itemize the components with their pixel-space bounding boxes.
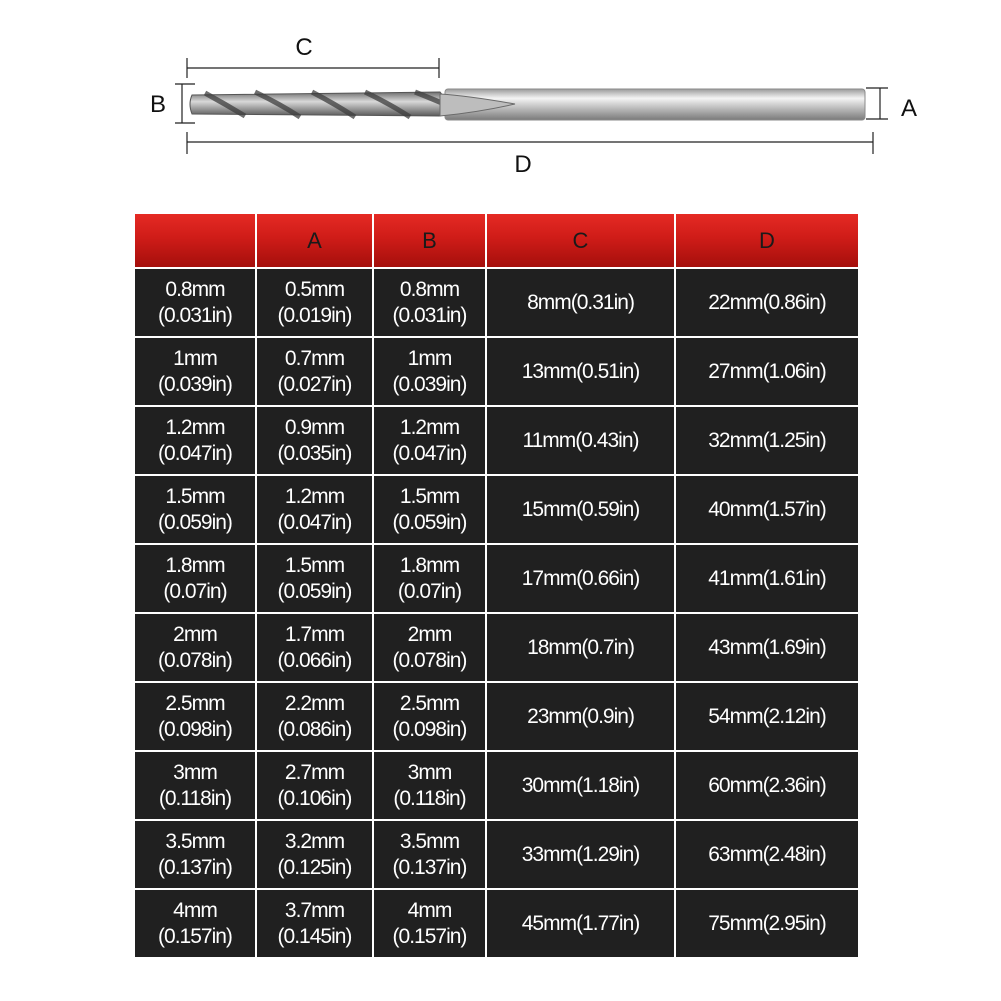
cell-text: 3.7mm <box>284 898 345 922</box>
table-row <box>134 268 859 337</box>
cell-d <box>675 268 859 337</box>
cell-text: (0.059in) <box>158 510 232 534</box>
cell-c <box>486 268 675 337</box>
cell-text: 1.5mm <box>165 484 225 508</box>
header-b: B <box>373 213 486 268</box>
cell-text: (0.047in) <box>392 441 467 465</box>
cell-text: 1.2mm <box>165 415 225 439</box>
cell-a <box>256 682 373 751</box>
cell-c <box>486 475 675 544</box>
cell-text: (0.047in) <box>158 441 232 465</box>
cell-a <box>256 475 373 544</box>
cell-text: 2.5mm <box>165 691 225 715</box>
cell-c <box>486 337 675 406</box>
header-size <box>134 213 256 268</box>
cell-text: 17mm(0.66in) <box>521 566 640 590</box>
cell-d <box>675 889 859 958</box>
dimension-d-label: D <box>514 151 532 178</box>
cell-text: (0.047in) <box>277 510 352 534</box>
cell-text: 1.7mm <box>284 622 345 646</box>
cell-text: 27mm(1.06in) <box>708 359 826 383</box>
cell-text: 63mm(2.48in) <box>708 842 826 866</box>
cell-text: (0.031in) <box>158 303 232 327</box>
cell-text: (0.157in) <box>392 924 467 948</box>
cell-size <box>134 889 256 958</box>
cell-text: (0.027in) <box>277 372 352 396</box>
cell-size <box>134 820 256 889</box>
cell-a <box>256 613 373 682</box>
cell-text: 3mm <box>407 760 452 784</box>
cell-text: (0.145in) <box>277 924 352 948</box>
cell-text: (0.039in) <box>158 372 232 396</box>
cell-size <box>134 751 256 820</box>
cell-b <box>373 682 486 751</box>
table-row <box>134 544 859 613</box>
cell-b <box>373 268 486 337</box>
cell-text: (0.07in) <box>163 579 227 603</box>
cell-text: (0.086in) <box>277 717 352 741</box>
cell-d <box>675 337 859 406</box>
size-spec-table <box>133 212 860 959</box>
cell-d <box>675 820 859 889</box>
cell-text: (0.039in) <box>392 372 467 396</box>
cell-size <box>134 475 256 544</box>
cell-text: 0.5mm <box>284 277 345 301</box>
cell-text: 1.2mm <box>284 484 345 508</box>
cell-size <box>134 406 256 475</box>
cell-text: 33mm(1.29in) <box>521 842 640 866</box>
cell-d <box>675 475 859 544</box>
cell-c <box>486 751 675 820</box>
cell-a <box>256 544 373 613</box>
cell-c <box>486 682 675 751</box>
cell-text: (0.078in) <box>158 648 232 672</box>
cell-size <box>134 544 256 613</box>
cell-text: 0.8mm <box>165 277 225 301</box>
cell-text: 2.5mm <box>399 691 460 715</box>
cell-a <box>256 406 373 475</box>
cell-text: 3mm <box>173 760 217 784</box>
table-row <box>134 751 859 820</box>
cell-text: 45mm(1.77in) <box>521 911 640 935</box>
cell-text: (0.031in) <box>392 303 467 327</box>
cell-c <box>486 406 675 475</box>
cell-a <box>256 889 373 958</box>
cell-text: (0.106in) <box>277 786 352 810</box>
cell-text: 1mm <box>407 346 452 370</box>
cell-text: (0.059in) <box>392 510 467 534</box>
table-row <box>134 475 859 544</box>
cell-b <box>373 337 486 406</box>
cell-text: 75mm(2.95in) <box>708 911 826 935</box>
cell-text: 4mm <box>407 898 452 922</box>
cell-text: (0.137in) <box>158 855 232 879</box>
header-row <box>134 213 859 268</box>
cell-a <box>256 337 373 406</box>
cell-size <box>134 613 256 682</box>
cell-text: 23mm(0.9in) <box>527 704 634 728</box>
cell-b <box>373 613 486 682</box>
cell-text: 8mm(0.31in) <box>527 290 634 314</box>
cell-text: 18mm(0.7in) <box>527 635 634 659</box>
header-a: A <box>256 213 373 268</box>
cell-text: 1.8mm <box>399 553 460 577</box>
cell-text: 41mm(1.61in) <box>708 566 826 590</box>
table-row <box>134 820 859 889</box>
cell-a <box>256 820 373 889</box>
cell-text: 1.2mm <box>399 415 460 439</box>
cell-b <box>373 820 486 889</box>
cell-text: 2mm <box>173 622 217 646</box>
cell-size <box>134 268 256 337</box>
cell-d <box>675 544 859 613</box>
cell-text: (0.019in) <box>277 303 352 327</box>
cell-text: 60mm(2.36in) <box>708 773 826 797</box>
cell-text: (0.157in) <box>158 924 232 948</box>
cell-text: 0.8mm <box>399 277 460 301</box>
drill-bit-diagram <box>0 0 1001 200</box>
cell-b <box>373 889 486 958</box>
cell-text: (0.059in) <box>277 579 352 603</box>
cell-text: 1.8mm <box>165 553 225 577</box>
cell-text: 3.2mm <box>284 829 345 853</box>
cell-text: (0.118in) <box>158 786 232 810</box>
dimension-a-label: A <box>900 95 918 122</box>
cell-b <box>373 544 486 613</box>
cell-text: 0.9mm <box>284 415 345 439</box>
cell-text: 13mm(0.51in) <box>521 359 640 383</box>
cell-c <box>486 544 675 613</box>
cell-text: 1mm <box>173 346 217 370</box>
cell-size <box>134 337 256 406</box>
dimension-c-label: C <box>295 34 313 61</box>
cell-text: 3.5mm <box>399 829 460 853</box>
cell-text: (0.125in) <box>277 855 352 879</box>
cell-d <box>675 682 859 751</box>
cell-c <box>486 613 675 682</box>
cell-b <box>373 406 486 475</box>
cell-text: 4mm <box>173 898 217 922</box>
cell-b <box>373 475 486 544</box>
cell-c <box>486 889 675 958</box>
cell-text: 11mm(0.43in) <box>522 428 639 452</box>
cell-b <box>373 751 486 820</box>
cell-a <box>256 268 373 337</box>
cell-d <box>675 751 859 820</box>
cell-text: 54mm(2.12in) <box>708 704 826 728</box>
dimension-c <box>187 58 439 78</box>
table-row <box>134 406 859 475</box>
cell-text: 22mm(0.86in) <box>708 290 826 314</box>
cell-size <box>134 682 256 751</box>
cell-text: 2.7mm <box>284 760 345 784</box>
cell-text: (0.137in) <box>392 855 467 879</box>
cell-text: (0.07in) <box>397 579 462 603</box>
table-row <box>134 613 859 682</box>
cell-text: 0.7mm <box>284 346 345 370</box>
cell-text: 43mm(1.69in) <box>708 635 826 659</box>
cell-text: 1.5mm <box>284 553 345 577</box>
table-row <box>134 682 859 751</box>
dimension-a <box>866 88 888 119</box>
cell-text: (0.035in) <box>277 441 352 465</box>
cell-text: 2mm <box>407 622 452 646</box>
header-c: C <box>486 213 675 268</box>
cell-text: (0.078in) <box>392 648 467 672</box>
cell-text: 2.2mm <box>284 691 345 715</box>
cell-text: (0.066in) <box>277 648 352 672</box>
cell-text: (0.098in) <box>158 717 232 741</box>
cell-text: 30mm(1.18in) <box>521 773 640 797</box>
cell-text: 1.5mm <box>399 484 460 508</box>
cell-text: (0.118in) <box>393 786 466 810</box>
cell-d <box>675 613 859 682</box>
cell-a <box>256 751 373 820</box>
header-d: D <box>675 213 859 268</box>
cell-c <box>486 820 675 889</box>
dimension-b-label: B <box>149 91 167 118</box>
table-body <box>134 268 859 958</box>
table-row <box>134 889 859 958</box>
cell-d <box>675 406 859 475</box>
cell-text: (0.098in) <box>392 717 467 741</box>
drill-bit-image <box>190 89 865 120</box>
table-row <box>134 337 859 406</box>
cell-text: 15mm(0.59in) <box>521 497 640 521</box>
cell-text: 40mm(1.57in) <box>708 497 826 521</box>
cell-text: 3.5mm <box>165 829 225 853</box>
cell-text: 32mm(1.25in) <box>708 428 826 452</box>
